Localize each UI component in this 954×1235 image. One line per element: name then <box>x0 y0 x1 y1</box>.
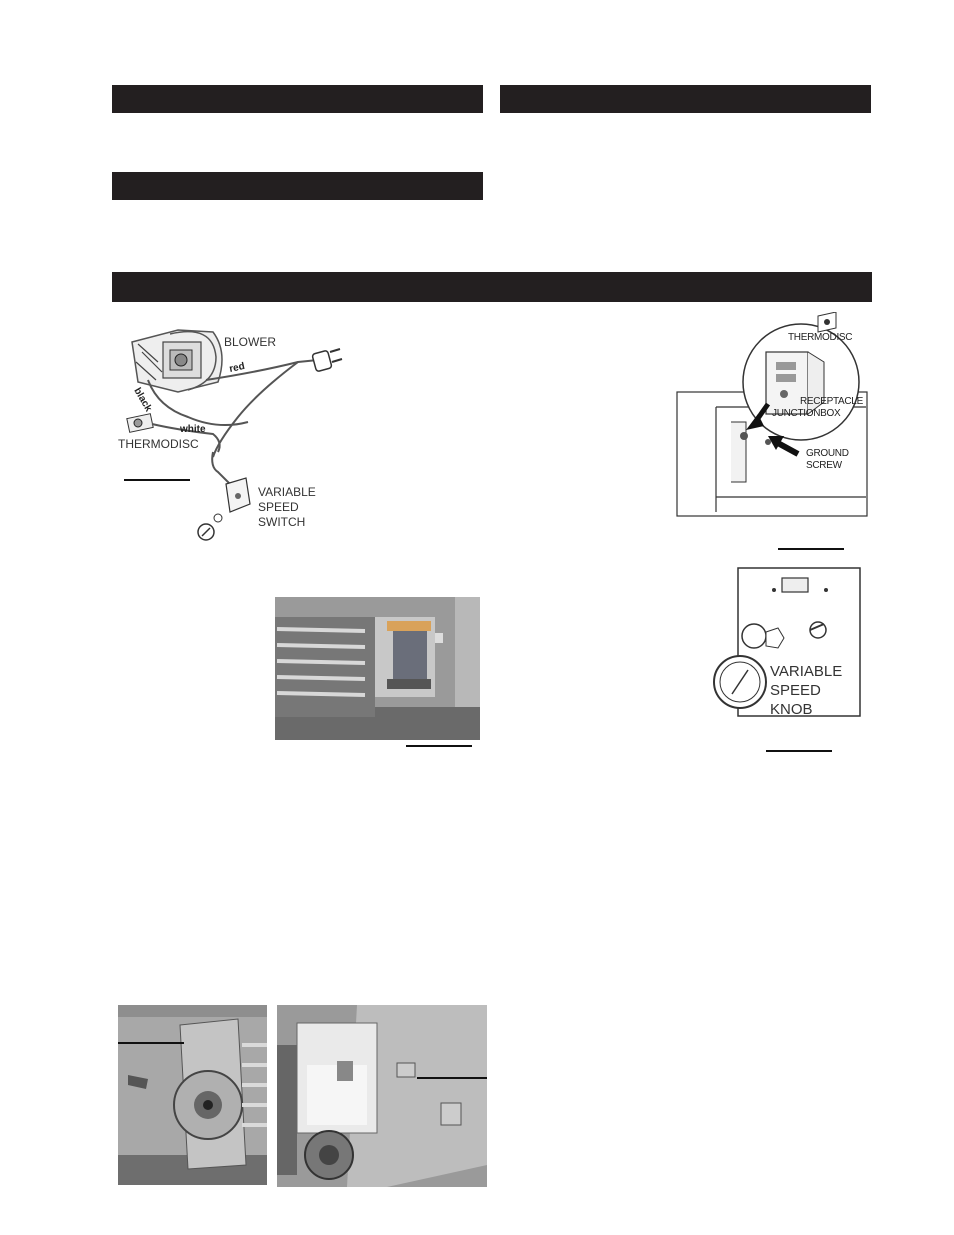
white-wire-label: white <box>180 424 206 435</box>
knob-label-line3: KNOB <box>770 701 813 718</box>
mount-photo-left-svg <box>118 1005 267 1185</box>
blower-mount-photo-left <box>118 1005 267 1185</box>
switch-label-line3: SWITCH <box>258 515 306 529</box>
figure-caption-rule-1 <box>124 479 190 481</box>
red-wire-label: red <box>228 360 246 375</box>
knob-diagram-svg <box>712 566 864 720</box>
junction-box-diagram <box>676 312 868 517</box>
figure-caption-rule-3 <box>406 745 472 747</box>
screw-label: SCREW <box>806 460 842 471</box>
figure-caption-rule-2 <box>778 548 844 550</box>
thermodisc-label: THERMODISC <box>118 437 199 451</box>
blower-motor-photo <box>275 597 480 740</box>
ground-label: GROUND <box>806 448 849 459</box>
thermodisc-label-2: THERMODISC <box>788 332 853 343</box>
section-header-bar-left-1 <box>112 85 483 113</box>
thermodisc-icon <box>127 414 153 433</box>
blower-wiring-diagram <box>118 322 346 542</box>
section-header-bar-right-1 <box>500 85 871 113</box>
figure-caption-rule-4 <box>766 750 832 752</box>
section-header-bar-full <box>112 272 872 302</box>
junctionbox-label: JUNCTIONBOX <box>772 408 841 419</box>
knob-label-line2: SPEED <box>770 682 821 699</box>
switch-label-line1: VARIABLE <box>258 485 316 499</box>
blower-mount-photo-right <box>277 1005 487 1187</box>
black-wire-label: black <box>131 386 154 414</box>
wiring-diagram-svg <box>118 322 346 542</box>
receptacle-label: RECEPTACLE <box>800 396 863 407</box>
blower-label: BLOWER <box>224 335 277 349</box>
variable-speed-switch-icon <box>198 478 250 540</box>
knob-label-line1: VARIABLE <box>770 663 843 680</box>
rocker-switch-icon <box>782 578 808 592</box>
blower-photo-svg <box>275 597 480 740</box>
variable-speed-knob-diagram <box>712 566 864 720</box>
mount-photo-right-svg <box>277 1005 487 1187</box>
switch-label-line2: SPEED <box>258 500 299 514</box>
power-plug-icon <box>312 349 342 372</box>
junction-diagram-svg <box>676 312 868 517</box>
section-header-bar-left-2 <box>112 172 483 200</box>
